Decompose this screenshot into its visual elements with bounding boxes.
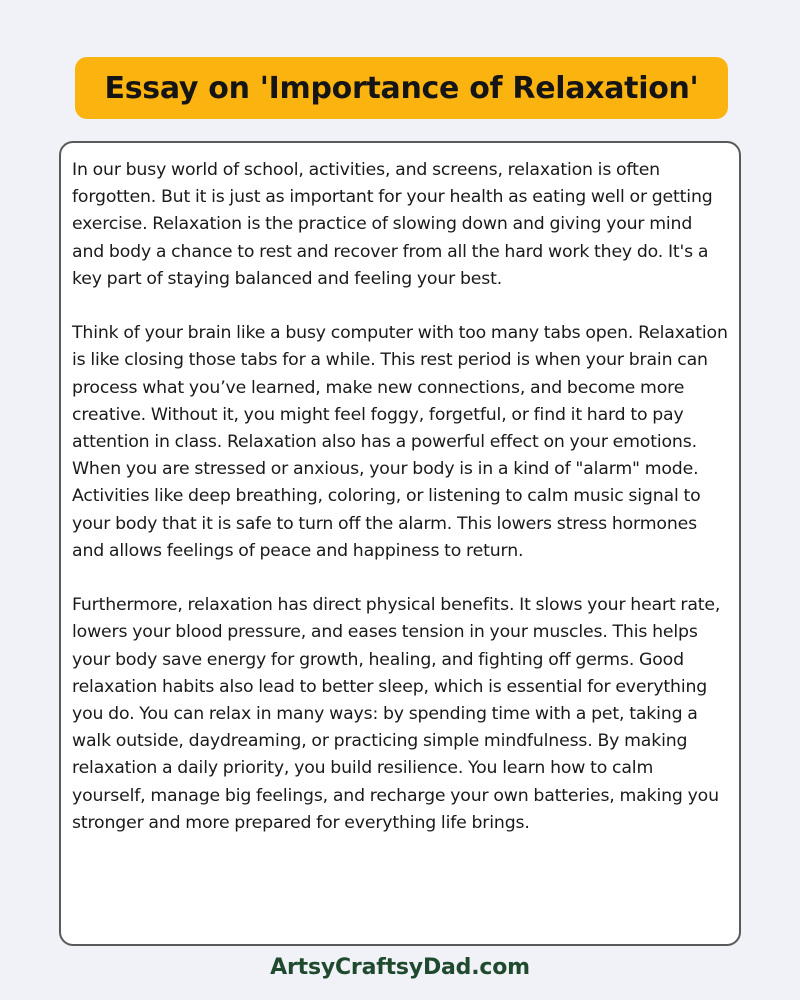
- essay-paragraph-2: Think of your brain like a busy computer with too many tabs open. Relaxation is like closing those tabs for a while. This rest period is when your brain can process what you’ve learned, make new connections, and become more creative. Without it, you might feel foggy, forgetful, or find it hard to pay attention in class. Relaxation also has a powerful effect on your emotions. When you are stressed or anxious, your body is in a kind of "alarm" mode. Activities like deep breathing, coloring, or listening to calm music signal to your body that it is safe to turn off the alarm. This lowers stress hormones and allows feelings of peace and happiness to return.: [72, 323, 728, 561]
- page-title: Essay on 'Importance of Relaxation': [104, 70, 699, 106]
- footer-brand: ArtsyCraftsyDad.com: [270, 955, 530, 980]
- title-banner: [75, 57, 728, 119]
- essay-card: [59, 141, 741, 946]
- essay-paragraph-3: Furthermore, relaxation has direct physical benefits. It slows your heart rate, lowers your blood pressure, and eases tension in your muscles. This helps your body save energy for growth, healing, and fighting off germs. Good relaxation habits also lead to better sleep, which is essential for everything you do. You can relax in many ways: by spending time with a pet, taking a walk outside, daydreaming, or practicing simple mindfulness. By making relaxation a daily priority, you build resilience. You learn how to calm yourself, manage big feelings, and recharge your own batteries, making you stronger and more prepared for everything life brings.: [72, 595, 721, 833]
- essay-paragraph-1: In our busy world of school, activities, and screens, relaxation is often forgotten. But it is just as important for your health as eating well or getting exercise. Relaxation is the practice of slowing down and giving your mind and body a chance to rest and recover from all the hard work they do. It's a key part of staying balanced and feeling your best.: [72, 160, 713, 289]
